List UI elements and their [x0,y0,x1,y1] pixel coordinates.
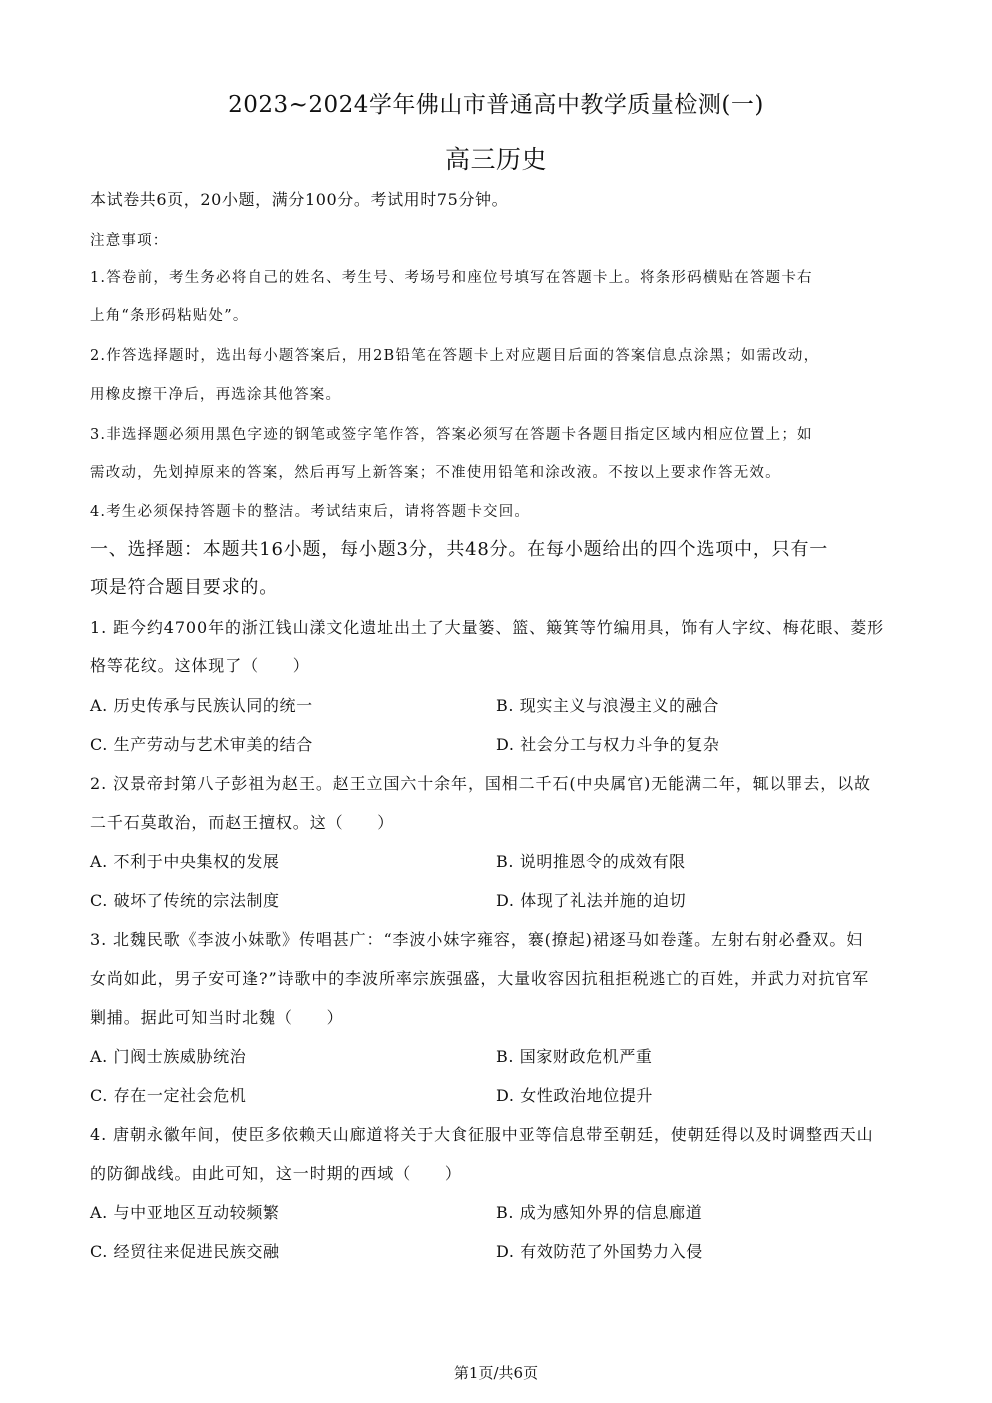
question-3-option-a: A. 门阀士族威胁统治 [90,1047,247,1066]
page-number: 第1页/共6页 [453,1364,539,1382]
question-4-option-d: D. 有效防范了外国势力入侵 [496,1242,703,1261]
question-4-stem: 的防御战线。由此可知，这一时期的西域（ ） [90,1164,462,1183]
notice-line: 需改动，先划掉原来的答案，然后再写上新答案；不准使用铅笔和涂改液。不按以上要求作答无效。 [90,465,781,481]
notice-line: 1.答卷前，考生务必将自己的姓名、考生号、考场号和座位号填写在答题卡上。将条形码横贴在答题卡右 [90,270,813,286]
question-4-option-a: A. 与中亚地区互动较频繁 [90,1203,280,1222]
question-1-stem: 格等花纹。这体现了（ ） [90,656,310,675]
exam-intro: 本试卷共6页，20小题，满分100分。考试用时75分钟。 [90,190,509,209]
notice-line: 3.非选择题必须用黑色字迹的钢笔或签字笔作答，答案必须写在答题卡各题目指定区域内相应位置上；如 [90,427,813,443]
question-2-option-d: D. 体现了礼法并施的迫切 [496,891,687,910]
exam-subject: 高三历史 [444,145,547,174]
question-1-stem: 1. 距今约4700年的浙江钱山漾文化遗址出土了大量篓、篮、簸箕等竹编用具，饰有人字纹、梅花眼、菱形 [90,618,885,637]
question-2-stem: 二千石莫敢治，而赵王擅权。这（ ） [90,813,395,832]
question-3-stem: 剿捕。据此可知当时北魏（ ） [90,1008,344,1027]
notice-line: 上角“条形码粘贴处”。 [90,308,249,324]
question-2-option-a: A. 不利于中央集权的发展 [90,852,280,871]
question-1-option-b: B. 现实主义与浪漫主义的融合 [496,696,719,715]
notice-line: 2.作答选择题时，选出每小题答案后，用2B铅笔在答题卡上对应题目后面的答案信息点涂黑；如需改动， [90,348,820,364]
question-2-stem: 2. 汉景帝封第八子彭祖为赵王。赵王立国六十余年，国相二千石(中央属官)无能满二年，辄以罪去，以故 [90,774,871,793]
question-4-option-c: C. 经贸往来促进民族交融 [90,1242,280,1261]
question-3-stem: 3. 北魏民歌《李波小妹歌》传唱甚广：“李波小妹字雍容，褰(撩起)裙逐马如卷蓬。左射右射必叠双。妇 [90,930,864,949]
question-1-option-a: A. 历史传承与民族认同的统一 [90,696,313,715]
section-heading-cont: 项是符合题目要求的。 [90,577,278,598]
notice-heading: 注意事项： [90,233,169,249]
notice-line: 4.考生必须保持答题卡的整洁。考试结束后，请将答题卡交回。 [90,504,531,520]
section-heading: 一、选择题：本题共16小题，每小题3分，共48分。在每小题给出的四个选项中，只有一 [90,539,829,560]
question-4-stem: 4. 唐朝永徽年间，使臣多依赖天山廊道将关于大食征服中亚等信息带至朝廷，使朝廷得以及时调整西天山 [90,1125,874,1144]
question-3-option-d: D. 女性政治地位提升 [496,1086,654,1105]
question-1-option-d: D. 社会分工与权力斗争的复杂 [496,735,720,754]
exam-title: 2023~2024学年佛山市普通高中教学质量检测(一) [228,92,764,118]
question-1-option-c: C. 生产劳动与艺术审美的结合 [90,735,313,754]
question-3-option-c: C. 存在一定社会危机 [90,1086,247,1105]
question-4-option-b: B. 成为感知外界的信息廊道 [496,1203,703,1222]
notice-line: 用橡皮擦干净后，再选涂其他答案。 [90,387,342,403]
question-3-stem: 女尚如此，男子安可逢?”诗歌中的李波所率宗族强盛，大量收容因抗租拒税逃亡的百姓，并武力对抗官军 [90,969,870,988]
question-3-option-b: B. 国家财政危机严重 [496,1047,653,1066]
question-2-option-b: B. 说明推恩令的成效有限 [496,852,686,871]
question-2-option-c: C. 破坏了传统的宗法制度 [90,891,280,910]
